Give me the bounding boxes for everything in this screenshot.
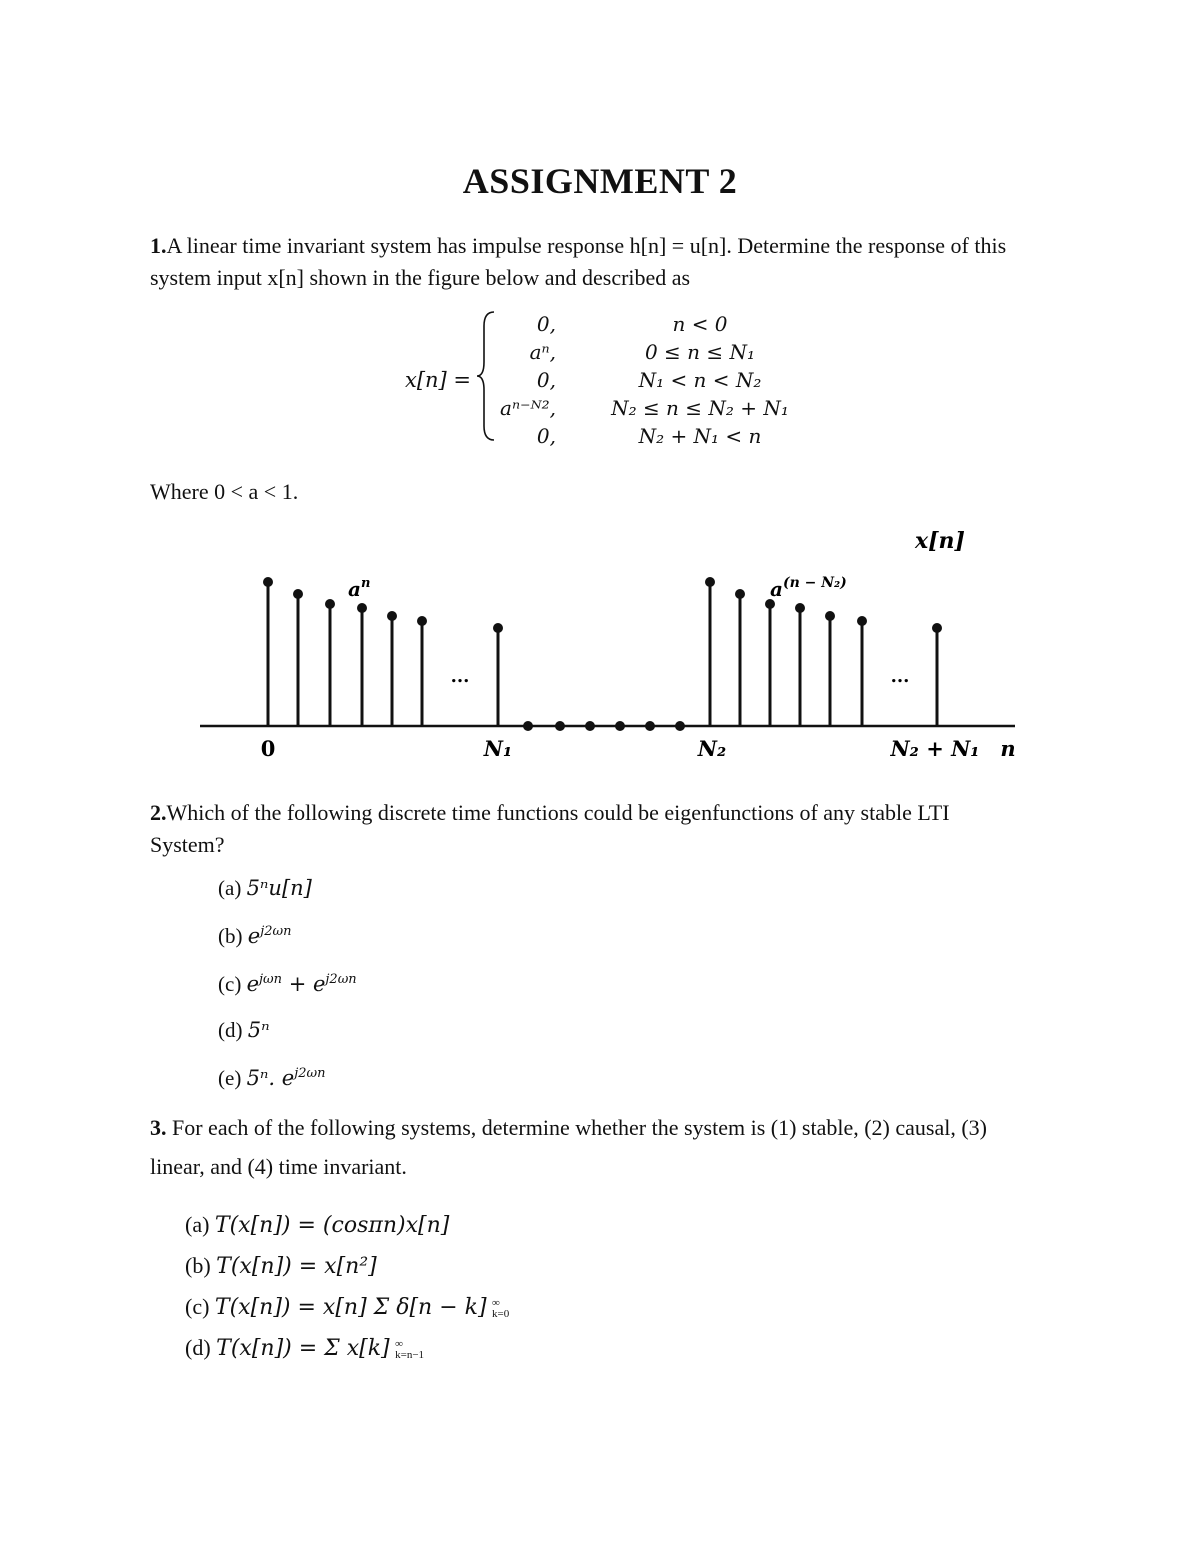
q2-option-b-expr: $e^{j2\omega n}$ [247, 924, 292, 948]
case-value-1: 0, [536, 312, 556, 336]
q2-option-d-expr: 5ⁿ [247, 1018, 270, 1042]
tick-label-0: 0 [260, 736, 276, 761]
q3-system-d-sum-lower: k=n−1 [395, 1348, 425, 1361]
q2-option-c-expr: $e^{j\omega n} + e^{j2\omega n}$ [246, 972, 357, 996]
q3-system-c-sum-upper: ∞ [492, 1296, 500, 1309]
q2-text-line1: Which of the following discrete time functions could be eigenfunctions of any stable LTI [166, 800, 950, 825]
q2-option-e [218, 1066, 326, 1091]
q2-option-b-label: (b) [218, 924, 243, 948]
stem-5-dot [417, 616, 427, 626]
q2-option-a-expr: 5ⁿu[n] [246, 876, 312, 900]
q2-option-b [218, 924, 291, 949]
q3-system-d-sum-upper: ∞ [395, 1337, 403, 1350]
tick-label-N1: N₁ [483, 736, 513, 761]
q1-text-line2: system input x[n] shown in the figure below and described as [150, 265, 691, 290]
zero-sample-3 [585, 721, 595, 731]
q3-system-b [185, 1253, 377, 1279]
case-value-5: 0, [536, 424, 556, 448]
axis-label-n: n [1000, 736, 1016, 761]
case-condition-2: 0 ≤ n ≤ N₁ [644, 340, 756, 364]
figure-ylabel: x[n] [915, 528, 965, 554]
zero-sample-4 [615, 721, 625, 731]
q3-system-d-label: (d) [185, 1335, 211, 1360]
q3-line1 [150, 1112, 987, 1143]
q2-option-a-label: (a) [218, 876, 242, 900]
page-title: ASSIGNMENT 2 [462, 161, 738, 201]
zero-sample-1 [523, 721, 533, 731]
q3-system-c [185, 1294, 511, 1320]
stem-N2-1-dot [735, 589, 745, 599]
q3-text-line2: linear, and (4) time invariant. [150, 1154, 407, 1179]
case-value-3: 0, [536, 368, 556, 392]
q3-system-d-sum-limits [395, 1339, 424, 1361]
stem-N1-dot [493, 623, 503, 633]
q2-option-a [218, 876, 312, 901]
stem-plot-figure [0, 520, 1200, 780]
q2-option-d [218, 1018, 270, 1043]
q2-option-d-label: (d) [218, 1018, 243, 1042]
stem-3-dot [357, 603, 367, 613]
zero-sample-5 [645, 721, 655, 731]
stem-4-dot [387, 611, 397, 621]
stem-N2-3-dot [795, 603, 805, 613]
label-an: $a^n$ [348, 576, 371, 601]
ellipsis-1: ... [450, 666, 470, 687]
q3-system-c-label: (c) [185, 1294, 210, 1319]
case-condition-3: N₁ < n < N₂ [638, 368, 762, 392]
q3-system-a-expr: T(x[n]) = (cosπn)x[n] [214, 1213, 450, 1238]
stem-N2N1-dot [932, 623, 942, 633]
q3-system-d-expr: T(x[n]) = Σ x[k] [216, 1336, 390, 1361]
q2-option-e-label: (e) [218, 1066, 242, 1090]
q2-option-e-expr: 5ⁿ. $e^{j2\omega n}$ [246, 1066, 326, 1090]
q3-text-line1: For each of the following systems, determine whether the system is (1) stable, (2) causal, (3) [172, 1115, 987, 1140]
tick-label-N2: N₂ [697, 736, 727, 761]
q2-text-line2: System? [150, 832, 225, 857]
label-an-shifted: $a^{(n - N_2)}$ [770, 575, 847, 601]
q3-system-a-label: (a) [185, 1212, 210, 1237]
stem-N2-dot [705, 577, 715, 587]
stem-0-dot [263, 577, 273, 587]
tick-label-N2N1: N₂ + N₁ [890, 736, 980, 761]
case-value-2: aⁿ, [529, 340, 556, 364]
ellipsis-2: ... [890, 666, 910, 687]
q3-system-c-sum-lower: k=0 [492, 1307, 510, 1320]
q2-option-c [218, 972, 357, 997]
q2-number: 2. [150, 800, 167, 825]
q1-line1 [150, 230, 1006, 261]
q1-where: Where 0 < a < 1. [150, 479, 299, 504]
piecewise-lhs: x[n] = [405, 368, 472, 392]
zero-sample-6 [675, 721, 685, 731]
stem-N2-4-dot [825, 611, 835, 621]
q3-system-a [185, 1212, 449, 1238]
case-condition-5: N₂ + N₁ < n [638, 424, 762, 448]
q3-system-b-expr: T(x[n]) = x[n²] [216, 1254, 377, 1279]
q3-system-b-label: (b) [185, 1253, 211, 1278]
q3-number: 3. [150, 1115, 167, 1140]
q3-system-c-sum-limits [492, 1298, 509, 1320]
case-condition-4: N₂ ≤ n ≤ N₂ + N₁ [611, 396, 789, 420]
case-value-4: aⁿ⁻ᴺ², [500, 396, 556, 420]
q1-text-line1: A linear time invariant system has impulse response h[n] = u[n]. Determine the response of this [166, 233, 1007, 258]
case-condition-1: n < 0 [672, 312, 728, 336]
stem-1-dot [293, 589, 303, 599]
zero-sample-2 [555, 721, 565, 731]
q2-option-c-label: (c) [218, 972, 242, 996]
stem-N2-5-dot [857, 616, 867, 626]
q1-number: 1. [150, 233, 167, 258]
q3-system-d [185, 1335, 426, 1361]
q3-system-c-expr: T(x[n]) = x[n] Σ δ[n − k] [214, 1295, 487, 1320]
q2-line1 [150, 797, 950, 828]
stem-2-dot [325, 599, 335, 609]
